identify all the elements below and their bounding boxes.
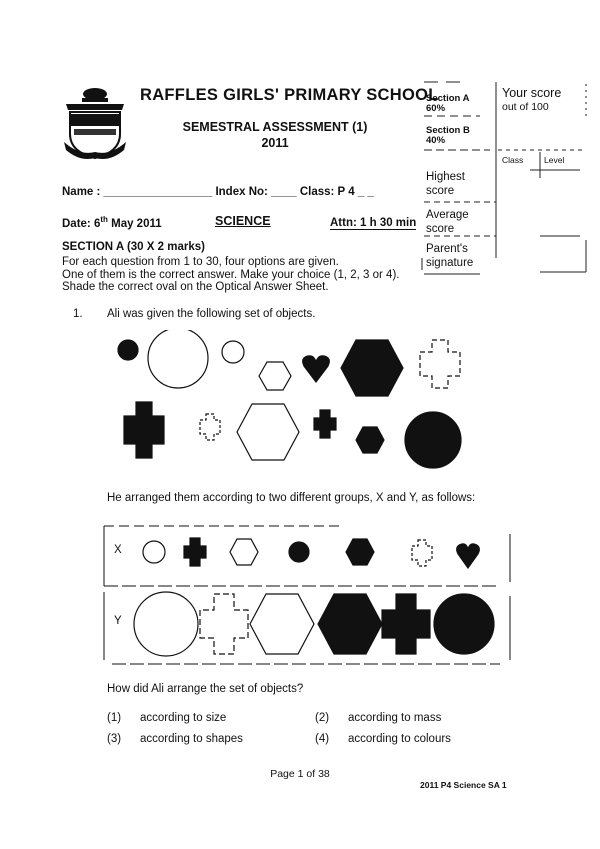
large-black-circle xyxy=(405,412,461,468)
option-3-text: according to shapes xyxy=(140,733,243,745)
exam-date xyxy=(62,215,162,230)
instruction-line-2: One of them is the correct answer. Make your choice (1, 2, 3 or 4). xyxy=(62,268,400,281)
exam-title: SEMESTRAL ASSESSMENT (1) xyxy=(182,120,368,134)
groups-figure xyxy=(100,520,520,680)
date-label: Date: 6 xyxy=(62,217,101,230)
x-small-white-hexagon xyxy=(230,539,258,565)
section-a-cell xyxy=(426,94,469,114)
option-3-number: (3) xyxy=(107,733,122,745)
small-white-hexagon xyxy=(259,362,291,390)
small-black-hexagon xyxy=(356,427,384,453)
large-black-hexagon xyxy=(341,340,403,396)
highest-score-cell xyxy=(426,170,465,198)
section-b-cell xyxy=(426,126,470,146)
option-2-number: (2) xyxy=(315,712,330,724)
small-white-cross xyxy=(200,414,220,440)
out-of-label: out of 100 xyxy=(502,101,549,113)
section-b-pct: 40% xyxy=(426,135,446,146)
footer-code: 2011 P4 Science SA 1 xyxy=(420,780,507,790)
highest-label-2: score xyxy=(426,185,455,197)
small-white-circle xyxy=(222,341,244,363)
page-number: Page 1 of 38 xyxy=(270,768,330,780)
highest-label: Highest xyxy=(426,171,465,183)
option-4-text: according to colours xyxy=(348,733,451,745)
y-large-white-hexagon xyxy=(250,594,314,654)
y-large-black-circle xyxy=(434,594,494,654)
group-y-label: Y xyxy=(114,615,122,627)
exam-year: 2011 xyxy=(261,136,289,150)
option-4-number: (4) xyxy=(315,733,330,745)
name-index-class-line: Name : _________________ Index No: ____ Class: P 4 _ _ xyxy=(62,186,374,198)
small-black-circle xyxy=(118,340,138,360)
large-white-hexagon xyxy=(237,404,299,460)
instruction-line-1: For each question from 1 to 30, four options are given. xyxy=(62,256,339,268)
average-label-2: score xyxy=(426,223,455,235)
section-title: SECTION A (30 X 2 marks) xyxy=(62,241,205,253)
your-score-label: Your score xyxy=(502,86,562,100)
y-large-white-circle xyxy=(134,592,198,656)
black-heart xyxy=(303,356,330,382)
large-white-circle xyxy=(148,330,208,388)
option-1-text: according to size xyxy=(140,712,227,724)
section-a-label: Section A xyxy=(426,93,470,104)
average-score-cell xyxy=(426,208,469,236)
question-number: 1. xyxy=(73,308,83,320)
date-month-year: May 2011 xyxy=(107,217,162,230)
average-label: Average xyxy=(426,209,469,221)
section-instructions xyxy=(62,256,399,294)
date-suffix: th xyxy=(100,215,108,224)
y-large-black-hexagon xyxy=(318,594,382,654)
level-label: Level xyxy=(544,155,565,165)
parent-label-2: signature xyxy=(426,257,474,269)
attention-duration: Attn: 1 h 30 min xyxy=(330,217,417,229)
question-stem-2: He arranged them according to two different groups, X and Y, as follows: xyxy=(107,492,476,504)
parent-signature-cell xyxy=(426,242,473,270)
school-crest-logo xyxy=(62,86,128,162)
subject-title: SCIENCE xyxy=(215,214,271,228)
large-black-cross xyxy=(124,402,164,458)
section-b-label: Section B xyxy=(426,125,470,136)
x-small-white-circle xyxy=(143,541,165,563)
objects-figure xyxy=(110,330,490,480)
school-name: RAFFLES GIRLS' PRIMARY SCHOOL xyxy=(140,86,439,104)
instruction-line-3: Shade the correct oval on the Optical Answer Sheet. xyxy=(62,281,329,293)
y-large-black-cross xyxy=(382,594,430,654)
x-small-black-cross xyxy=(184,538,206,566)
y-large-white-cross xyxy=(200,594,248,654)
group-x-label: X xyxy=(114,544,122,556)
x-black-heart xyxy=(457,544,480,568)
option-1-number: (1) xyxy=(107,712,122,724)
parent-label: Parent's xyxy=(426,243,468,255)
large-white-cross xyxy=(420,340,460,388)
x-small-black-hexagon xyxy=(346,539,374,565)
section-a-pct: 60% xyxy=(426,103,446,114)
x-small-white-cross xyxy=(412,540,432,566)
question-stem: Ali was given the following set of objects. xyxy=(107,308,316,320)
exam-title-block xyxy=(150,119,400,151)
question-ask: How did Ali arrange the set of objects? xyxy=(107,683,304,695)
class-label: Class xyxy=(502,155,524,165)
option-2-text: according to mass xyxy=(348,712,442,724)
x-small-black-circle xyxy=(289,542,309,562)
score-table xyxy=(420,80,588,280)
small-black-cross xyxy=(314,410,336,438)
